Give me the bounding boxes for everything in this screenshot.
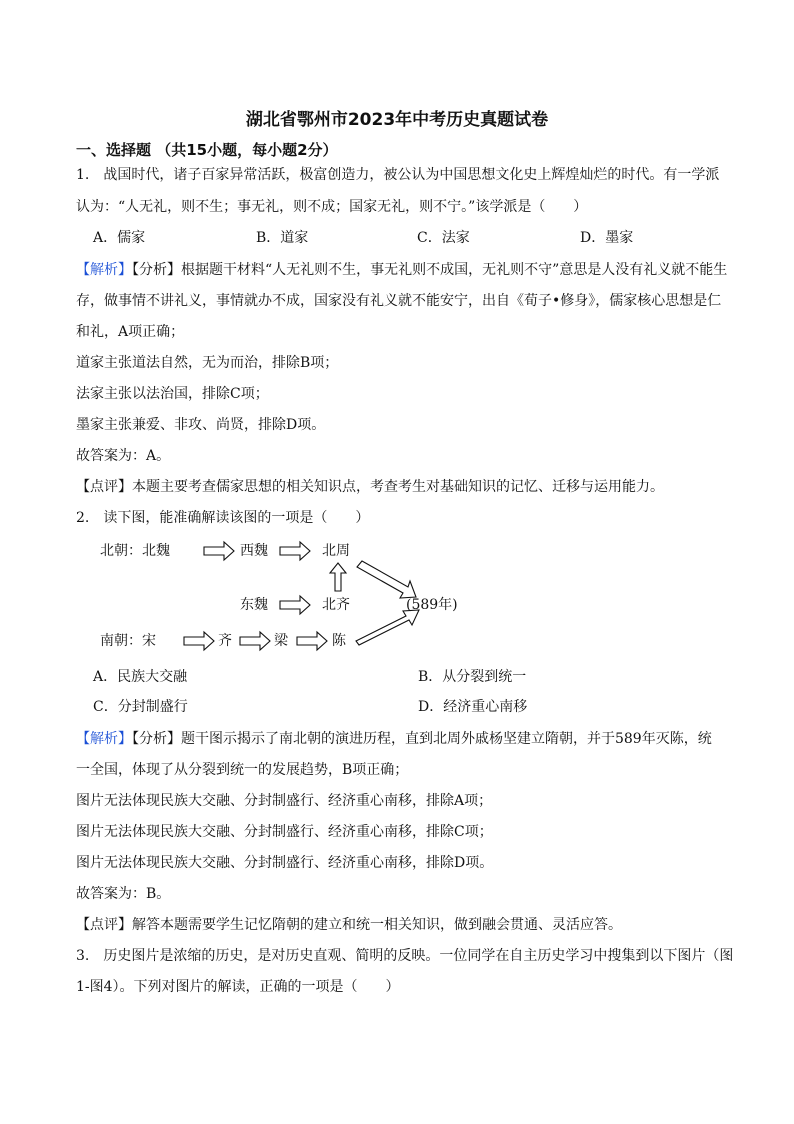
q2-comment: 【点评】解答本题需要学生记忆隋朝的建立和统一相关知识，做到融会贯通、灵活应答。 xyxy=(76,917,622,933)
q1-comment: 【点评】本题主要考查儒家思想的相关知识点，考查考生对基础知识的记忆、迁移与运用能力。 xyxy=(76,479,664,495)
label-beizhou: 北周 xyxy=(322,543,350,559)
q1-stem-line1: 1. 战国时代，诸子百家异常活跃，极富创造力，被公认为中国思想文化史上辉煌灿烂的时代。有一学派 xyxy=(76,167,720,183)
q2-analysis-line5: 图片无法体现民族大交融、分封制盛行、经济重心南移，排除D项。 xyxy=(76,855,494,871)
q2-analysis-text1: 【分析】题干图示揭示了南北朝的演进历程，直到北周外戚杨坚建立隋朝，并于589年灭陈，统 xyxy=(132,731,712,747)
q2-analysis-tag: 【解析】 xyxy=(76,731,132,747)
q1-analysis-text1: 【分析】根据题干材料“人无礼则不生，事无礼则不成国，无礼则不守”意思是人没有礼义就不能生 xyxy=(132,262,728,278)
page-title: 湖北省鄂州市2023年中考历史真题试卷 xyxy=(245,110,549,130)
q1-analysis-line3: 和礼，A项正确； xyxy=(76,324,185,340)
q2-analysis-line2: 一全国，体现了从分裂到统一的发展趋势，B项正确； xyxy=(76,762,409,778)
label-qi: 齐 xyxy=(218,633,232,649)
q1-analysis-line6: 墨家主张兼爱、非攻、尚贤，排除D项。 xyxy=(76,417,326,433)
q1-option-b: B．道家 xyxy=(256,230,309,246)
q2-analysis-line4: 图片无法体现民族大交融、分封制盛行、经济重心南移，排除C项； xyxy=(76,824,493,840)
arrow-south-2 xyxy=(240,632,270,650)
q2-option-d: D．经济重心南移 xyxy=(418,699,528,715)
q1-option-a: A．儒家 xyxy=(93,230,146,246)
label-north: 北朝：北魏 xyxy=(100,543,170,559)
arrow-middle xyxy=(280,596,310,614)
q3-stem-line2: 1-图4）。下列对图片的解读，正确的一项是（ ） xyxy=(76,979,400,995)
q2-option-a: A．民族大交融 xyxy=(93,669,188,685)
dynasty-diagram xyxy=(100,535,480,665)
q2-analysis-line3: 图片无法体现民族大交融、分封制盛行、经济重心南移，排除A项； xyxy=(76,793,493,809)
q1-option-c: C．法家 xyxy=(417,230,470,246)
label-chen: 陈 xyxy=(332,633,346,649)
q1-analysis-line4: 道家主张道法自然，无为而治，排除B项； xyxy=(76,355,339,371)
q1-answer: 故答案为：A。 xyxy=(76,448,171,464)
q2-option-c: C．分封制盛行 xyxy=(93,699,188,715)
section-heading: 一、选择题 （共15小题，每小题2分） xyxy=(76,141,338,159)
label-dongwei: 东魏 xyxy=(240,597,268,613)
arrow-north-1 xyxy=(204,542,234,560)
q2-answer: 故答案为：B。 xyxy=(76,886,171,902)
arrow-north-2 xyxy=(280,542,310,560)
arrow-south-3 xyxy=(297,632,327,650)
q3-stem-line1: 3. 历史图片是浓缩的历史，是对历史直观、简明的反映。一位同学在自主历史学习中搜集到以下图片（图 xyxy=(76,948,734,964)
arrow-up xyxy=(330,563,346,591)
label-south: 南朝：宋 xyxy=(100,633,156,649)
arrow-diag-up xyxy=(356,610,419,645)
q1-analysis-line5: 法家主张以法治国，排除C项； xyxy=(76,386,269,402)
q1-option-d: D．墨家 xyxy=(580,230,634,246)
q2-stem: 2. 读下图，能准确解读该图的一项是（ ） xyxy=(76,510,370,526)
label-liang: 梁 xyxy=(274,633,288,649)
arrow-diag-down xyxy=(357,561,416,598)
q1-analysis-line2: 存，做事情不讲礼义，事情就办不成，国家没有礼义就不能安宁，出自《荀子•修身》，儒家核心思想是仁 xyxy=(76,293,722,309)
label-xiwei: 西魏 xyxy=(240,543,268,559)
q1-stem-line2: 认为：“人无礼，则不生；事无礼，则不成；国家无礼，则不宁。”该学派是（ ） xyxy=(76,199,588,215)
label-year: (589年) xyxy=(406,597,458,613)
label-beiqi: 北齐 xyxy=(322,597,350,613)
q2-option-b: B．从分裂到统一 xyxy=(418,669,527,685)
arrow-south-1 xyxy=(184,632,214,650)
q1-analysis-line1 xyxy=(76,260,728,280)
q2-analysis-line1 xyxy=(76,729,716,749)
q1-analysis-tag: 【解析】 xyxy=(76,262,132,278)
